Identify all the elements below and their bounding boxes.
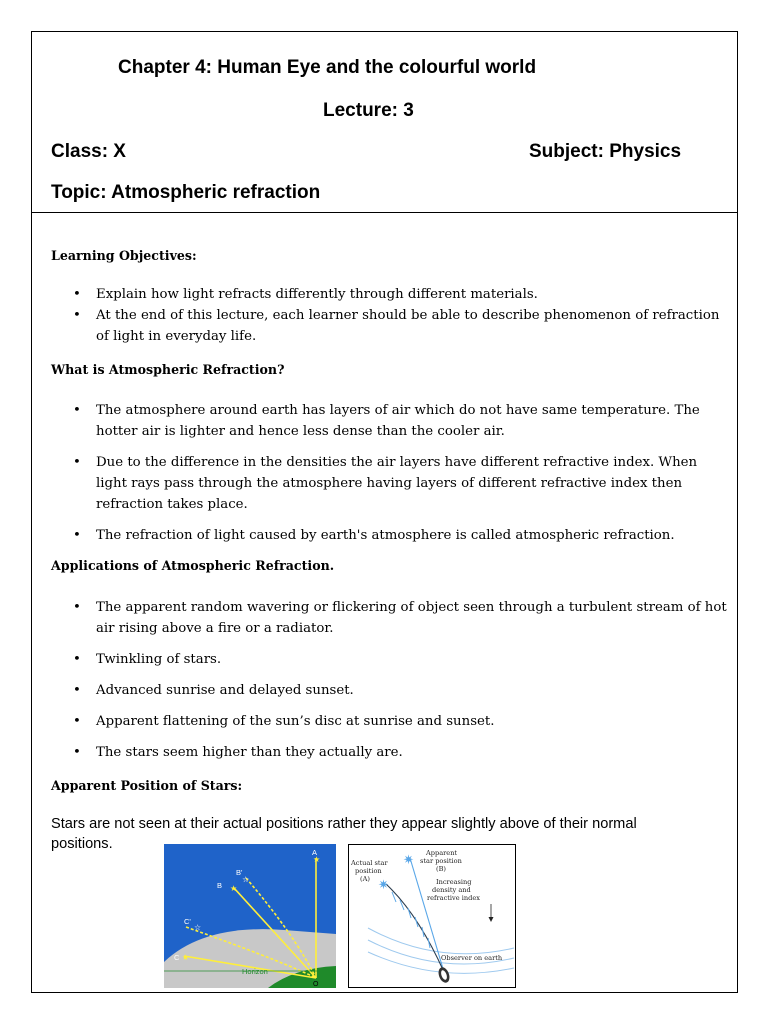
application-item: • Apparent flattening of the sun’s disc at sunrise and sunset.: [51, 711, 731, 732]
label-density-3: refractive index: [427, 894, 480, 902]
label-b-prime: B': [236, 868, 243, 877]
chapter-title: Chapter 4: Human Eye and the colourful world: [118, 57, 537, 78]
label-actual-3: (A): [360, 875, 370, 883]
header-divider: [31, 212, 738, 213]
label-horizon: Horizon: [242, 967, 268, 976]
star-b-icon: ★: [230, 884, 238, 893]
objectives-list: [51, 284, 731, 347]
applications-list: [51, 597, 731, 763]
label-density-1: Increasing: [436, 878, 472, 886]
application-item: • The stars seem higher than they actually are.: [51, 742, 731, 763]
lecture-number: Lecture: 3: [323, 100, 414, 121]
label-apparent-1: Apparent: [426, 849, 458, 857]
star-a-icon: ★: [313, 855, 321, 864]
application-item: • Advanced sunrise and delayed sunset.: [51, 680, 731, 701]
label-apparent-3: (B): [436, 865, 446, 873]
label-a: A: [312, 848, 318, 857]
label-b: B: [217, 881, 223, 890]
objective-item: • At the end of this lecture, each learner should be able to describe phenomenon of refraction of light in everyday life.: [51, 305, 731, 347]
star-c-icon: ★: [182, 953, 190, 962]
objectives-heading: Learning Objectives:: [51, 248, 197, 263]
applications-heading: Applications of Atmospheric Refraction.: [51, 558, 335, 573]
apparent-position-paragraph: Stars are not seen at their actual positions rather they appear slightly above of their normal positions.: [51, 816, 637, 852]
what-is-item: • The refraction of light caused by earth's atmosphere is called atmospheric refraction.: [51, 525, 731, 546]
label-actual-2: position: [355, 867, 382, 875]
apparent-star-icon: ✷: [403, 853, 414, 868]
what-is-item: • Due to the difference in the densities the air layers have different refractive index. When light rays pass through the atmosphere having layers of different refractive index then refraction takes place.: [51, 452, 731, 515]
class-label: Class: X: [51, 141, 126, 162]
star-c-prime-icon: ☆: [194, 923, 202, 932]
what-is-heading: What is Atmospheric Refraction?: [51, 362, 285, 377]
atmospheric-layers-diagram: [348, 844, 516, 988]
label-density-2: density and: [432, 886, 471, 894]
label-actual-1: Actual star: [351, 859, 388, 867]
label-c-prime: C': [184, 917, 191, 926]
label-c: C: [174, 953, 180, 962]
actual-star-icon: ✷: [378, 878, 389, 893]
topic-label: Topic: Atmospheric refraction: [51, 182, 321, 203]
what-is-item: • The atmosphere around earth has layers of air which do not have same temperature. The hotter air is lighter and hence less dense than the cooler air.: [51, 400, 731, 442]
star-b-prime-icon: ☆: [242, 875, 250, 884]
label-observer: O: [313, 981, 319, 988]
label-observer-on-earth: Observer on earth: [441, 954, 503, 962]
apparent-star-position-diagram: [164, 844, 336, 988]
label-apparent-2: star position: [420, 857, 462, 865]
application-item: • The apparent random wavering or flickering of object seen through a turbulent stream of hot air rising above a fire or a radiator.: [51, 597, 731, 639]
objective-item: • Explain how light refracts differently through different materials.: [51, 284, 731, 305]
application-item: • Twinkling of stars.: [51, 649, 731, 670]
what-is-list: [51, 400, 731, 546]
subject-label: Subject: Physics: [529, 141, 682, 162]
apparent-position-heading: Apparent Position of Stars:: [51, 778, 243, 793]
